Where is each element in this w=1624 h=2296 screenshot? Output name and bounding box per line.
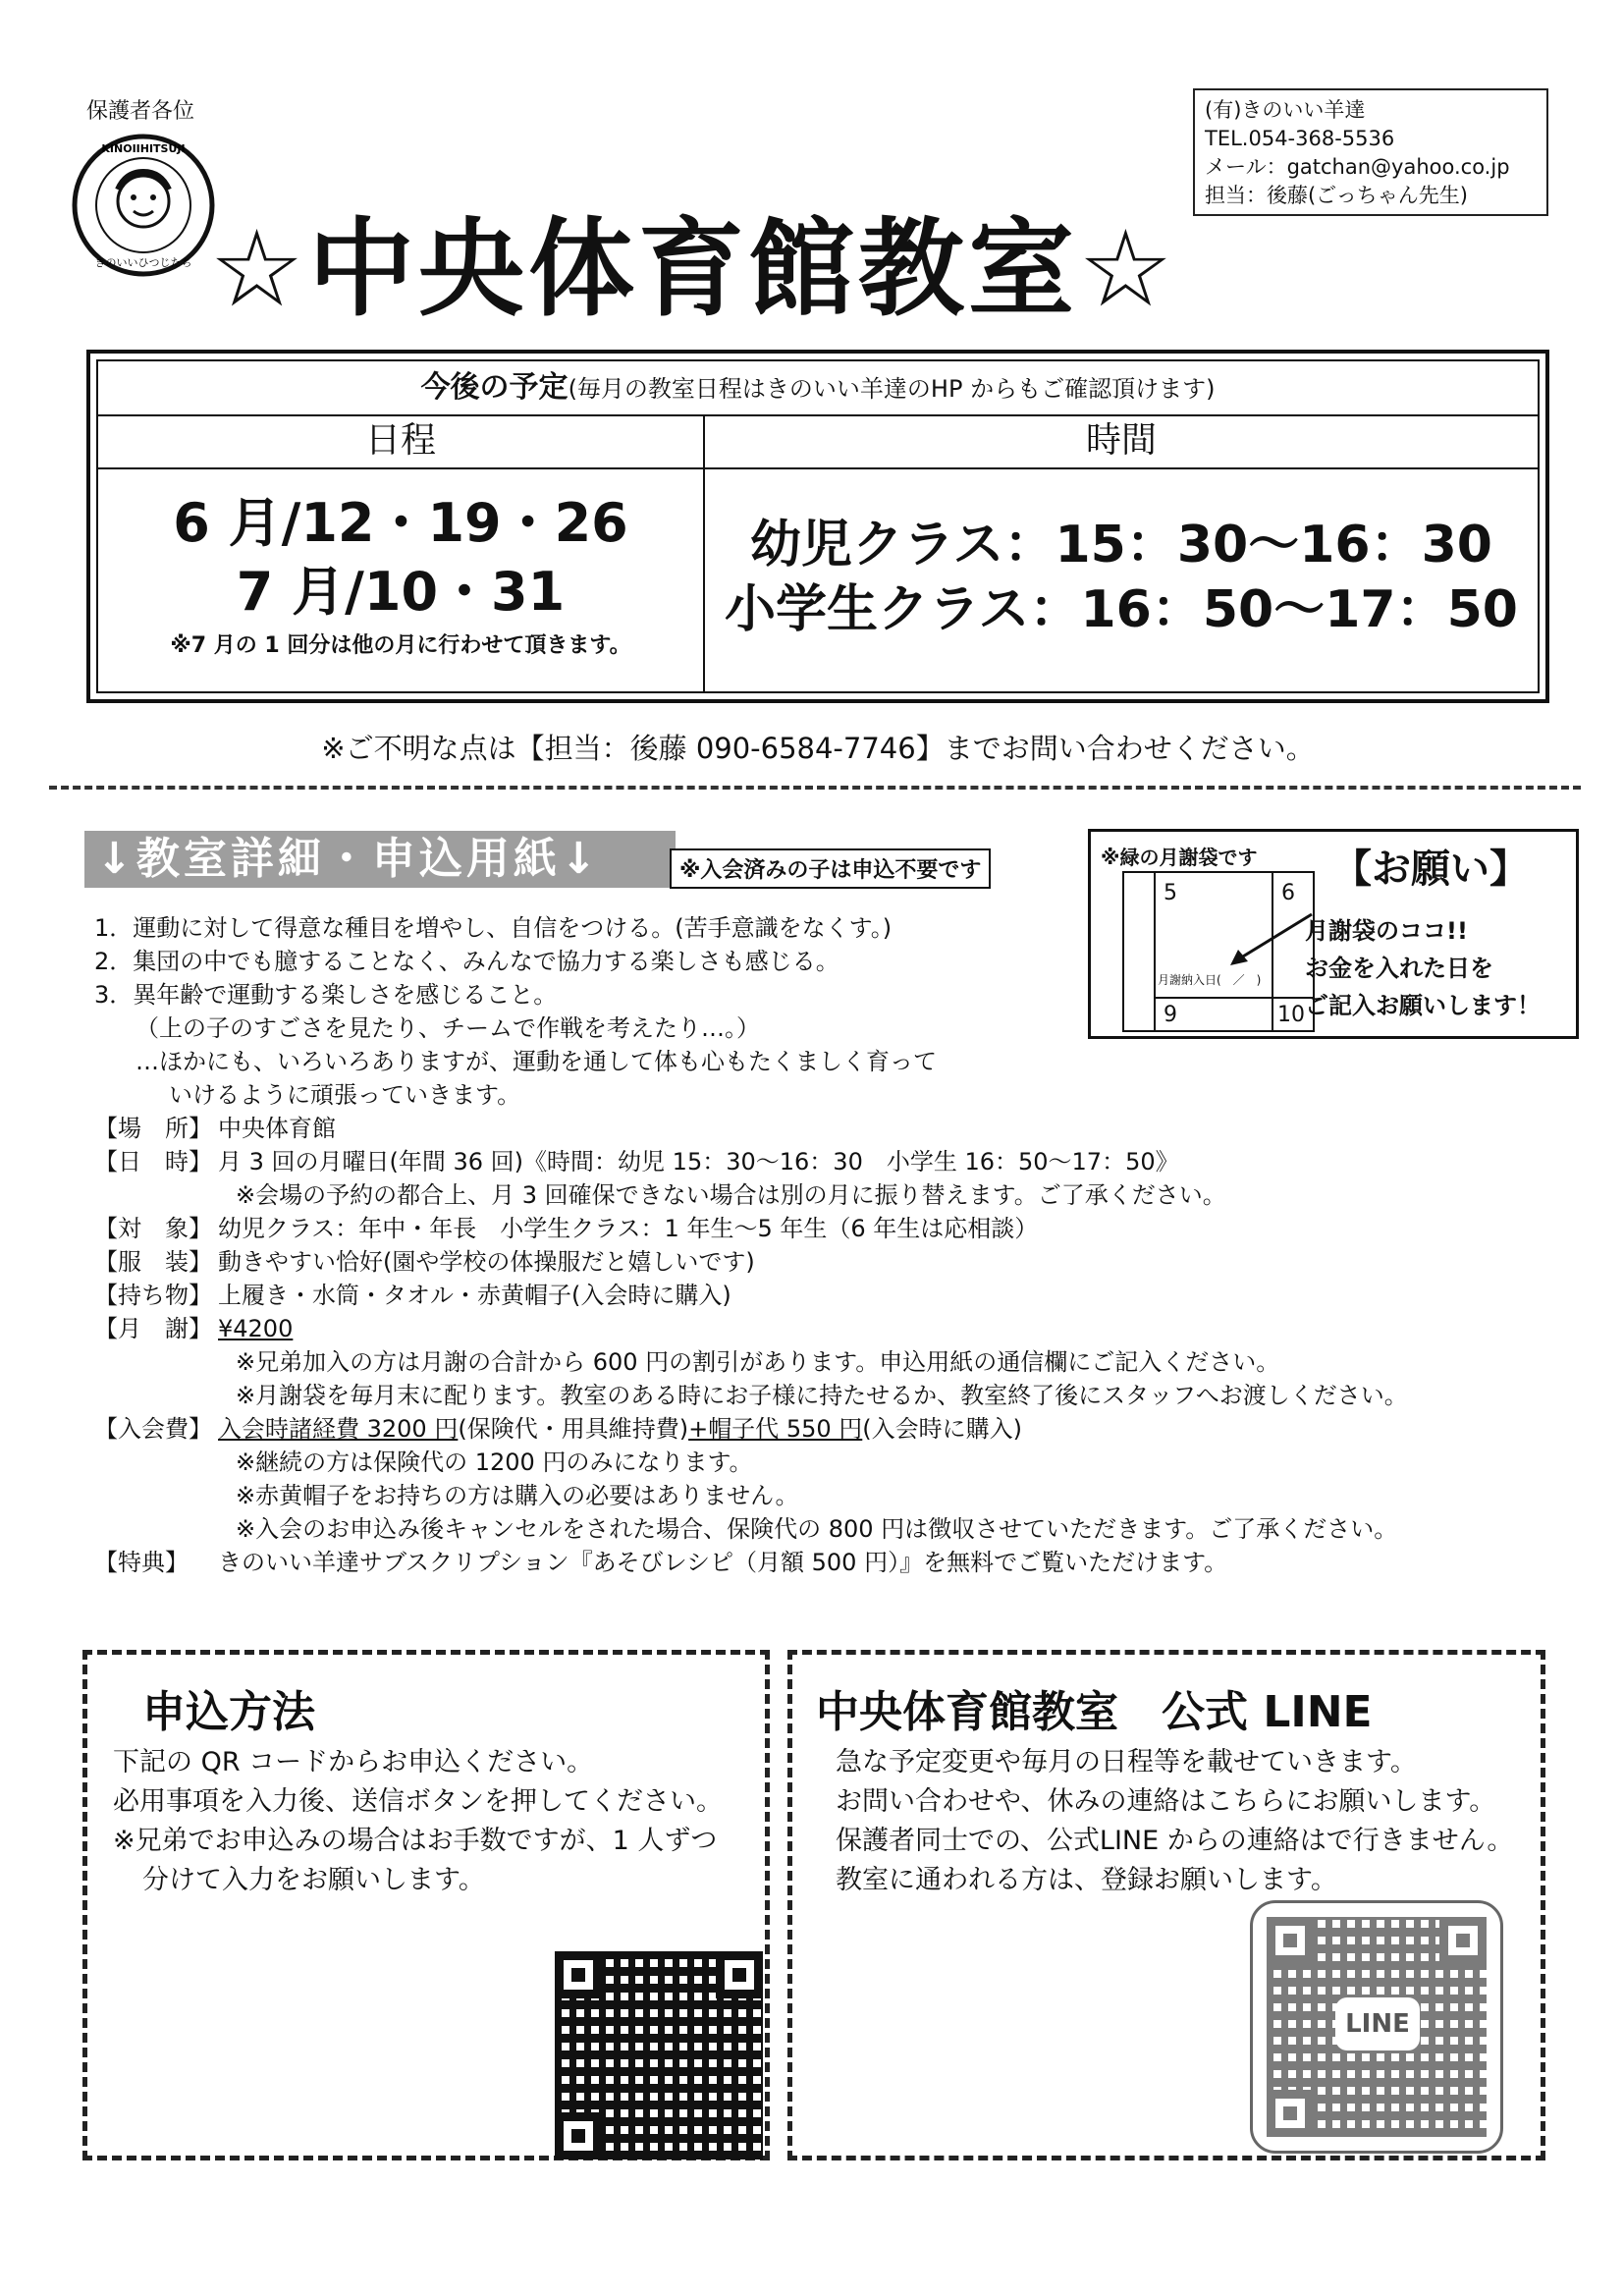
apply-line-2: 必用事項を入力後、送信ボタンを押してください。 (113, 1786, 723, 1817)
envelope-date-field: 月謝納入日( ／ ) (1158, 973, 1262, 987)
date-value: 月 3 回の月曜日(年間 36 回)《時間：幼児 15：30〜16：30 小学生 16：50〜17：50》 (218, 1148, 1179, 1175)
logo-bottom-text: きのいいひつじたち (94, 256, 192, 269)
date-label: 【日 時】 (94, 1148, 212, 1175)
qr-finder (716, 1951, 763, 1998)
logo-top-text: KINOIIHITSUJI (101, 142, 186, 155)
clothes-value: 動きやすい恰好(園や学校の体操服だと嬉しいです) (218, 1248, 755, 1276)
line-box-line-4: 教室に通われる方は、登録お願いします。 (836, 1865, 1337, 1895)
hat-fee-detail: (入会時に購入) (862, 1415, 1022, 1443)
envelope-cell-10: 10 (1277, 1003, 1305, 1027)
perk-value: きのいい羊達サブスクリプション『あそびレシピ（月額 500 円）』を無料でご覧いただけます。 (218, 1549, 1228, 1576)
recipient-label: 保護者各位 (86, 99, 195, 124)
qr-finder (1267, 2090, 1314, 2137)
entry-note-1: ※継続の方は保険代の 1200 円のみになります。 (236, 1449, 753, 1476)
schedule-date-column (98, 414, 705, 691)
envelope-cell-6: 6 (1281, 881, 1295, 905)
cut-line-divider (49, 786, 1581, 790)
line-box (787, 1650, 1545, 2160)
page-title: ☆中央体育館教室☆ (209, 208, 1177, 331)
entry-label: 【入会費】 (94, 1415, 212, 1443)
date-header: 日程 (98, 414, 703, 469)
entry-note-2: ※赤黄帽子をお持ちの方は購入の必要はありません。 (236, 1482, 799, 1509)
details-note: ※入会済みの子は申込不要です (670, 848, 991, 889)
envelope-cell-9: 9 (1164, 1003, 1177, 1027)
purpose-line-1: 1．運動に対して得意な種目を増やし、自信をつける。(苦手意識をなくす。) (94, 914, 893, 942)
line-box-line-3: 保護者同士での、公式LINE からの連絡はで行きません。 (836, 1826, 1514, 1856)
purpose-line-2: 2．集団の中でも臆することなく、みんなで協力する楽しさも感じる。 (94, 948, 839, 975)
dates-note: ※7 月の 1 回分は他の月に行わせて頂きます。 (170, 633, 631, 658)
dates-line-1: 6 月/12・19・26 (173, 492, 628, 554)
contact-company: (有)きのいい羊達 (1205, 98, 1366, 122)
apply-qr-code[interactable] (555, 1951, 763, 2159)
schedule-heading: 今後の予定 (420, 370, 568, 405)
qr-finder (555, 2112, 602, 2159)
apply-box (82, 1650, 770, 2160)
fee-note-2: ※月謝袋を毎月末に配ります。教室のある時にお子様に持たせるか、教室終了後にスタッフへお渡しください。 (236, 1382, 1408, 1409)
entry-note-3: ※入会のお申込み後キャンセルをされた場合、保険代の 800 円は徴収させていただきます。ご了承ください。 (236, 1515, 1398, 1543)
envelope-cell-5: 5 (1164, 881, 1177, 905)
contact-email: メール：gatchan@yahoo.co.jp (1205, 155, 1510, 179)
schedule-heading-note: (毎月の教室日程はきのいい羊達のHP からもご確認頂けます) (568, 375, 1216, 403)
line-box-line-1: 急な予定変更や毎月の日程等を載せていきます。 (836, 1747, 1417, 1777)
qr-finder (1439, 1917, 1487, 1964)
place-label: 【場 所】 (94, 1115, 212, 1142)
fee-note-1: ※兄弟加入の方は月謝の合計から 600 円の割引があります。申込用紙の通信欄にご記入ください。 (236, 1348, 1280, 1376)
schedule-time-column (705, 414, 1538, 691)
request-line-1: 月謝袋のココ!! (1305, 917, 1468, 945)
apply-line-4: 分けて入力をお願いします。 (142, 1865, 485, 1895)
time-line-1: 幼児クラス：15：30〜16：30 (750, 516, 1492, 574)
apply-title: 申込方法 (142, 1687, 315, 1737)
contact-tel: TEL.054-368-5536 (1205, 127, 1395, 150)
purpose-line-4: （上の子のすごさを見たり、チームで作戦を考えたり…。） (135, 1014, 760, 1042)
inquiry-text: ※ご不明な点は【担当：後藤 090-6584-7746】までお問い合わせください。 (321, 732, 1315, 765)
fee-value: ¥4200 (218, 1315, 294, 1342)
hat-fee: +帽子代 550 円 (688, 1415, 863, 1443)
schedule-table (86, 350, 1549, 703)
line-box-line-2: お問い合わせや、休みの連絡はこちらにお願いします。 (836, 1786, 1496, 1817)
dates-line-2: 7 月/10・31 (236, 561, 566, 623)
purpose-line-6: いけるように頑張っていきます。 (169, 1081, 521, 1109)
contact-person: 担当：後藤(ごっちゃん先生) (1205, 184, 1468, 207)
target-value: 幼児クラス：年中・年長 小学生クラス：1 年生〜5 年生（6 年生は応相談） (218, 1215, 1039, 1242)
clothes-label: 【服 装】 (94, 1248, 212, 1276)
line-title: 中央体育館教室 公式 LINE (816, 1687, 1373, 1737)
envelope-label: ※緑の月謝袋です (1101, 846, 1258, 869)
schedule-heading-row (98, 361, 1538, 416)
request-title: 【お願い】 (1332, 847, 1529, 892)
qr-finder (555, 1951, 602, 1998)
entry-fee: 入会時諸経費 3200 円 (218, 1415, 459, 1443)
place-value: 中央体育館 (218, 1115, 336, 1142)
apply-line-3: ※兄弟でお申込みの場合はお手数ですが、1 人ずつ (113, 1826, 718, 1856)
details-body (94, 911, 1587, 1579)
perk-label: 【特典】 (94, 1549, 189, 1576)
request-line-2: お金を入れた日を (1305, 955, 1493, 982)
time-line-2: 小学生クラス：16：50〜17：50 (725, 580, 1518, 639)
qr-finder (1267, 1917, 1314, 1964)
items-label: 【持ち物】 (94, 1282, 212, 1309)
target-label: 【対 象】 (94, 1215, 212, 1242)
date-note: ※会場の予約の都合上、月 3 回確保できない場合は別の月に振り替えます。ご了承ください。 (236, 1181, 1226, 1209)
time-header: 時間 (705, 414, 1538, 469)
fee-label: 【月 謝】 (94, 1315, 212, 1342)
request-line-3: ご記入お願いします！ (1305, 992, 1541, 1019)
contact-box (1193, 88, 1548, 216)
line-qr-label: LINE (1335, 1997, 1420, 2050)
purpose-line-3: 3．異年齢で運動する楽しさを感じること。 (94, 981, 558, 1009)
entry-fee-detail: (保険代・用具維持費) (458, 1415, 689, 1443)
purpose-line-5: …ほかにも、いろいろありますが、運動を通して体も心もたくましく育って (135, 1048, 937, 1075)
items-value: 上履き・水筒・タオル・赤黄帽子(入会時に購入) (218, 1282, 731, 1309)
line-qr-frame (1250, 1900, 1503, 2154)
apply-line-1: 下記の QR コードからお申込ください。 (113, 1747, 594, 1777)
details-title: ↓教室詳細・申込用紙↓ (84, 831, 676, 888)
